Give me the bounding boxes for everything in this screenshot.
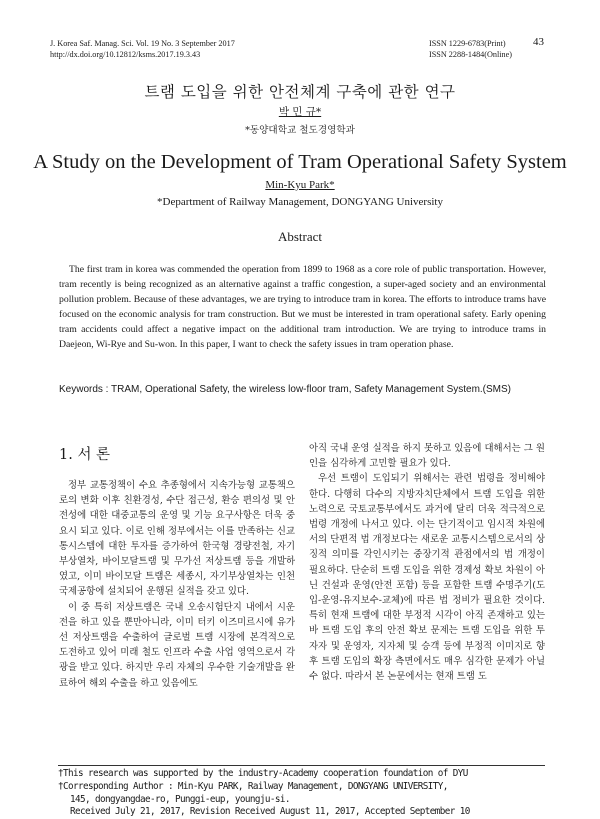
korean-title: 트램 도입을 위한 안전체계 구축에 관한 연구: [144, 83, 456, 101]
paragraph: 우선 트램이 도입되기 위해서는 관련 법령을 정비해야 한다. 다행히 다수의 지방자치단체에서 트램 도입을 위한 노력으로 국토교통부에서도 과거에 달리 더욱 적극적으로 법령 개정에 나서고 있다. 이는 단기적이고 임시적 차원에서의 단편적 법 개정보다는 새로운 교통시스템으로서의 상징적 의미를 각인시키는 중장기적 관점에서의 법 개정이 필요하다. 단순히 트램 도입을 위한 경제성 확보 차원이 아닌 건설과 운영(안전 포함) 등을 포함한 트램 수명주기(도입-운영-유지보수-교체)에 따른 법 정비가 필요한 것이다. 특히 현재 트램에 대한 부정적 시각이 아직 존재하고 있는 바 트램 도입 후의 안전 확보 문제는 트램 도입을 위한 투자자 및 운영자, 지자체 및 승객 등에 부정적 이미지로 향후 트램 도입의 확장 측면에서도 매우 심각한 문제가 아닐 수 없다. 따라서 본 논문에서는 현재 트램 도: [309, 473, 545, 683]
journal-citation: J. Korea Saf. Manag. Sci. Vol. 19 No. 3 September 2017: [50, 39, 235, 48]
issn-block: [429, 38, 512, 60]
issn-online: ISSN 2288-1484(Online): [429, 50, 513, 59]
korean-affiliation: *동양대학교 철도경영학과: [245, 125, 355, 136]
english-author: Min-Kyu Park*: [265, 179, 335, 191]
korean-author: 박 민 규*: [278, 106, 322, 118]
english-affiliation: *Department of Railway Management, DONGYANG University: [157, 196, 443, 208]
footnote-divider: [58, 765, 545, 766]
keywords: Keywords : TRAM, Operational Safety, the wireless low-floor tram, Safety Management System.(SMS): [59, 384, 512, 395]
left-column: [59, 478, 295, 691]
footnotes: [58, 768, 558, 819]
abstract-heading: Abstract: [277, 229, 323, 244]
page-number: 43: [533, 36, 544, 48]
journal-header: [50, 38, 235, 60]
right-column: [309, 441, 545, 684]
footnote-corresponding: †Corresponding Author : Min-Kyu PARK, Railway Management, DONGYANG UNIVERSITY,: [58, 780, 448, 792]
paragraph: 이 중 특히 저상트램은 국내 오송시험단지 내에서 시운전을 하고 있을 뿐만아니라, 이미 터키 이즈미르시에 유가선 저상트램을 수출하여 글로벌 트램 시장에 본격적으로 도전하고 있어 미래 철도 인프라 수출 사업 영역으로서 각광을 받고 있다. 하지만 우리 자체의 우수한 기술개발을 완료하여 해외 수출을 하고 있음에도: [59, 601, 295, 689]
issn-print: ISSN 1229-6783(Print): [429, 39, 506, 48]
paragraph: 정부 교통정책이 수요 추종형에서 지속가능형 교통책으로의 변화 이후 친환경성, 수단 접근성, 환승 편의성 및 안전성에 대한 대중교통의 운영 및 기능 요구사항은 더욱 중요시 되고 있다. 이로 인해 정부에서는 이를 만족하는 신교통시스템에 대한 투자를 증가하여 한국형 경량전철, 자기부상열차, 바이모달트램 및 무가선 저상트램 등을 개발하였고, 이미 바이모달 트램은 세종시, 자기부상열차는 인천국제공항에 설치되어 운행된 실적을 갖고 있다.: [59, 480, 295, 598]
section-title: 1. 서 론: [59, 447, 111, 463]
footnote-dates: Received July 21, 2017, Revision Received August 11, 2017, Accepted September 10: [70, 806, 470, 818]
footnote-funding: †This research was supported by the industry-Academy cooperation foundation of DYU: [58, 768, 468, 779]
abstract-body: The first tram in korea was commended the operation from 1899 to 1968 as a core role of public transportation. However, tram recently is being recognized as an alternative against a traffic congestion, a super-aged society and an environmental pollution problem. Because of these advantages, we are trying to introduce tram in korea. The efforts to introduce trams have focused on the economic analysis for tram construction. But we must be interested in tram operational safety. Early opening tram accidents could affect a negative impact on the additional tram introduction. We are trying to introduce trams in Daejeon, Wi-Rye and Su-won. In this paper, I want to check the safety issues in tram operation phase.: [59, 264, 546, 351]
paragraph: 아직 국내 운영 실적을 하지 못하고 있음에 대해서는 그 원인을 심각하게 고민할 필요가 있다.: [309, 443, 545, 470]
english-title: A Study on the Development of Tram Operational Safety System: [33, 151, 567, 173]
footnote-address: 145, dongyangdae-ro, Punggi-eup, youngju-si.: [70, 793, 290, 805]
doi-link[interactable]: http://dx.doi.org/10.12812/ksms.2017.19.3.43: [50, 50, 201, 59]
